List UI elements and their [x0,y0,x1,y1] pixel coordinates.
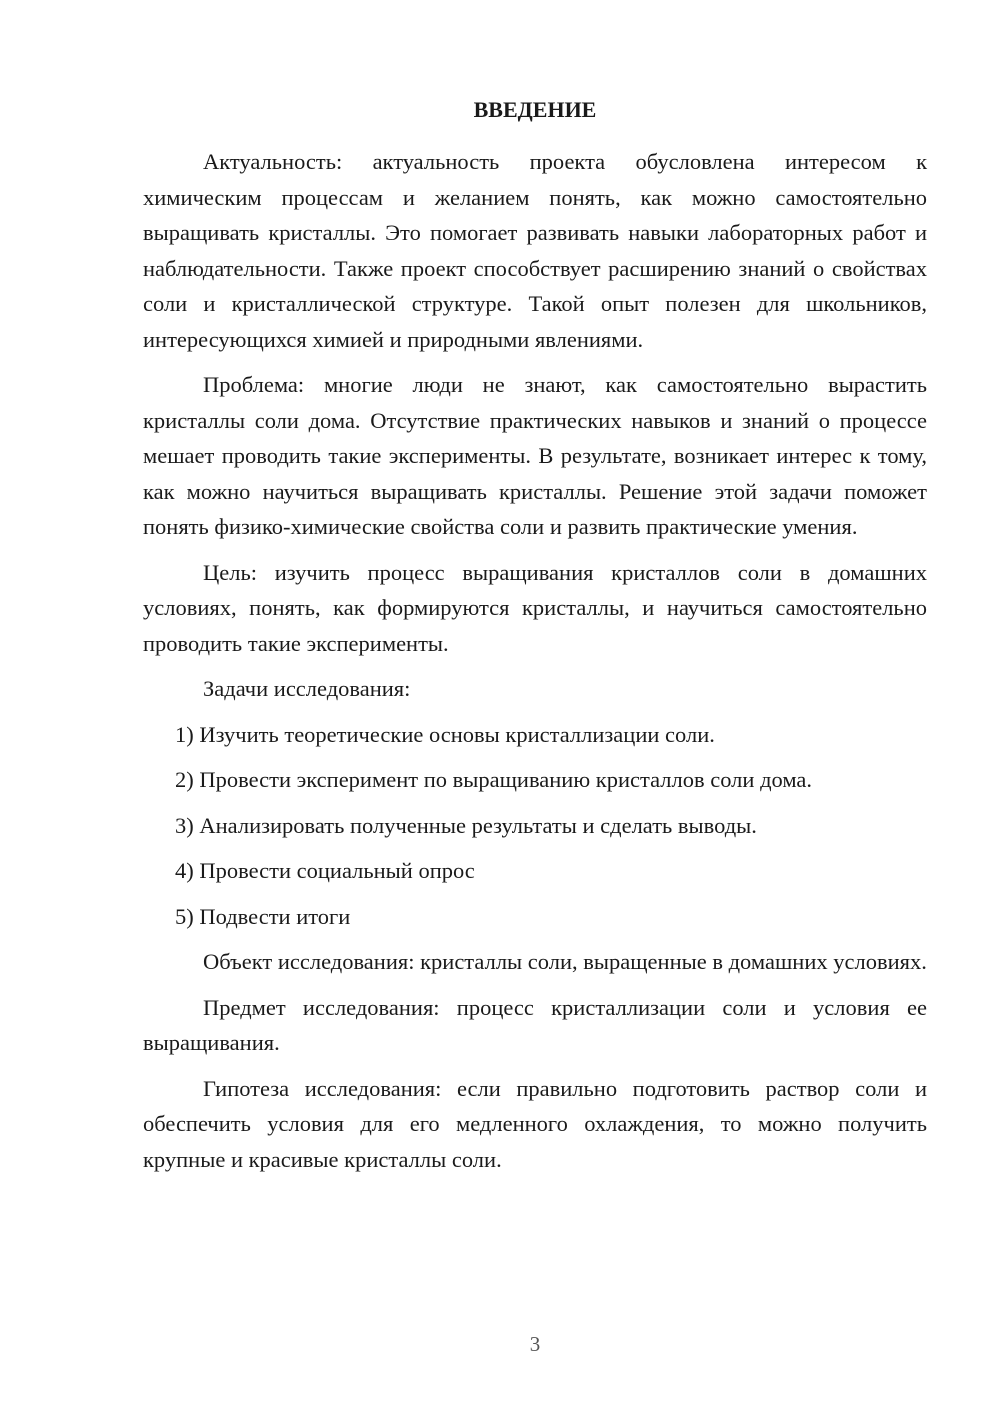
paragraph-object: Объект исследования: кристаллы соли, выращенные в домашних условиях. [203,949,927,974]
list-item: 3) Анализировать полученные результаты и сделать выводы. [175,812,757,838]
paragraph-goal: Цель: изучить процесс выращивания кристаллов соли в домашних условиях, понять, как формируются кристаллы, и научиться самостоятельно проводить такие эксперименты. [143,559,927,656]
page-number: 3 [529,1332,541,1356]
list-item: 1) Изучить теоретические основы кристаллизации соли. [175,721,715,747]
list-item: 5) Подвести итоги [175,903,351,929]
paragraph-subject: Предмет исследования: процесс кристаллизации соли и условия ее выращивания. [143,994,927,1055]
tasks-list [143,717,927,935]
list-item: 2) Провести эксперимент по выращиванию кристаллов соли дома. [175,767,813,792]
tasks-title: Задачи исследования: [203,676,411,701]
paragraph-relevance: Актуальность: актуальность проекта обусловлена интересом к химическим процессам и желанием понять, как можно самостоятельно выращивать кристаллы. Это помогает развивать навыки лабораторных работ и наблюдательности. Также проект способствует расширению знаний о свойствах соли и кристаллической структуре. Такой опыт полезен для школьников, интересующихся химией и природными явлениями. [143,149,927,352]
paragraph-problem: Проблема: многие люди не знают, как самостоятельно вырастить кристаллы соли дома. Отсутствие практических навыков и знаний о процессе мешает проводить такие эксперименты. В результате, возникает интерес к тому, как можно научиться выращивать кристаллы. Решение этой задачи поможет понять физико-химические свойства соли и развить практические умения. [143,372,927,539]
section-heading: ВВЕДЕНИЕ [473,97,597,122]
list-item: 4) Провести социальный опрос [175,858,475,883]
document-body [143,94,927,1187]
paragraph-hypothesis: Гипотеза исследования: если правильно подготовить раствор соли и обеспечить условия для его медленного охлаждения, то можно получить крупные и красивые кристаллы соли. [143,1075,927,1172]
